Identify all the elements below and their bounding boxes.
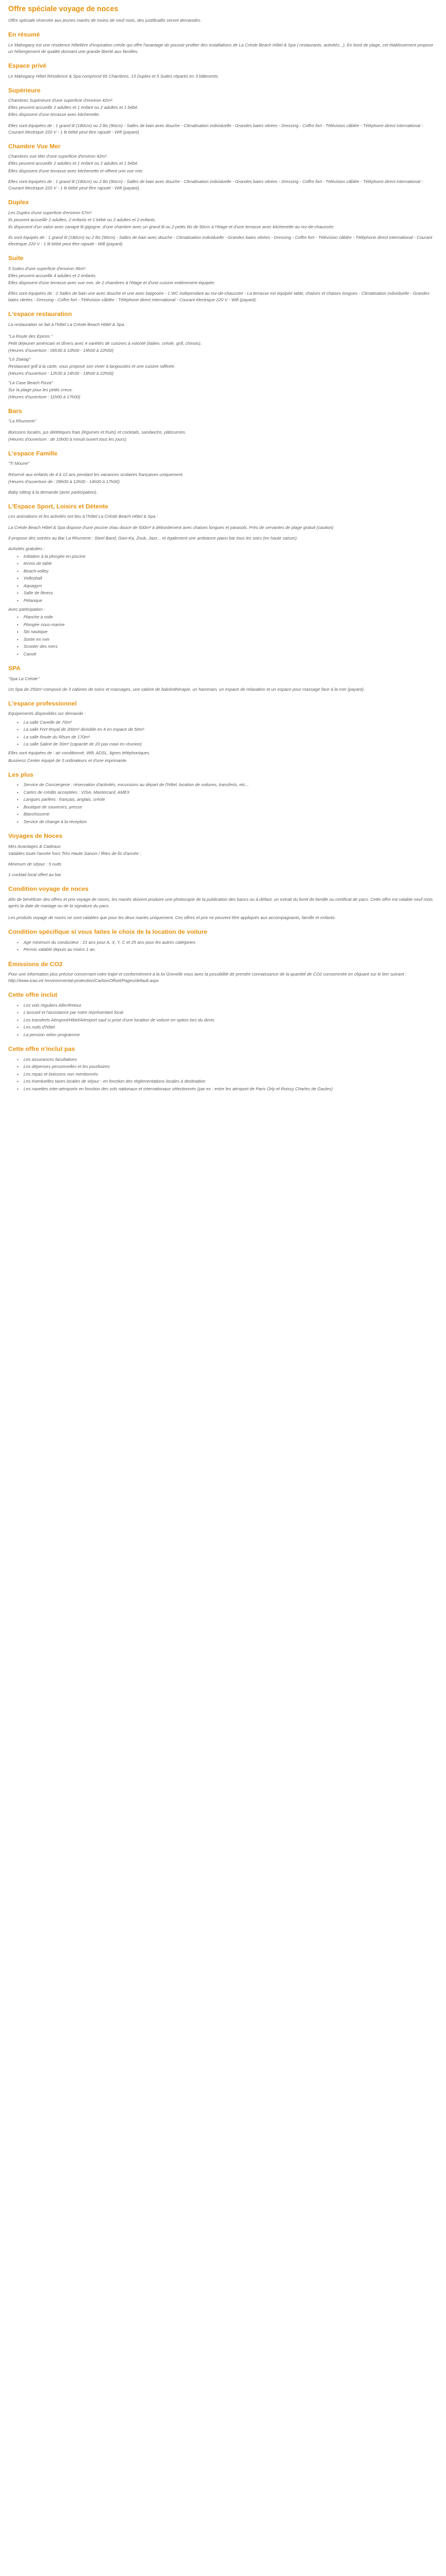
- bar-desc: Boissons locales, jus diététiques frais (légumes et fruits) et cocktails, sandwichs, pâtisseries.: [8, 429, 187, 435]
- espace-prive-paragraph: Le Mahogany Hôtel Résidence & Spa comprend 65 Chambres, 13 Duplex et 5 Suites répartis en 3 bâtiments.: [8, 73, 219, 79]
- restaurant-hours: (Heures d'ouverture : 11h00 à 17h00): [8, 394, 81, 400]
- suite-para-3: Elles disposent d'une terrasse avec vue mer, de 2 chambres à l'étage et d'une cuisine entièrement équipée.: [8, 279, 215, 285]
- section-heading-offre-ninclut-pas: Cette offre n'inclut pas: [8, 1046, 75, 1053]
- kids-club-hours: (Heures d'ouverture de : 09h00 à 12h00 - 14h00 à 17h00): [8, 478, 120, 484]
- activites-payantes-list: [8, 614, 438, 657]
- list-item: • Permis valable depuis au moins 1 an.: [24, 946, 438, 953]
- superieure-para-1: Chambres Supérieure d'une superficie d'environ 42m².: [8, 98, 114, 104]
- restaurant-desc: Petit déjeuner américain et dîners avec 4 variétés de cuisines à volonté (italien, créole, grill, chinois).: [8, 341, 202, 346]
- condition-beneficiaires: Les produits voyage de noces ne sont valables que pour les deux mariés uniquement. Ces offres et prix ne peuvent être appliqués aux accompagnants, famille et enfants.: [8, 914, 336, 920]
- list-item: • Sortie en mer: [24, 636, 438, 643]
- restaurant-hours: (Heures d'ouverture : 12h30 à 14h30 - 19h00 à 22h00): [8, 371, 114, 377]
- section-heading-bars: Bars: [8, 407, 22, 415]
- list-item: • Plongée sous-marine: [24, 621, 438, 628]
- restaurant-name: "La Route des Epices ": [8, 333, 53, 339]
- sport-intro: Les animations et les activités ont lieu à l'hôtel La Créole Beach Hôtel & Spa :: [8, 514, 158, 520]
- kids-club-name: "Ti Moune": [8, 461, 29, 467]
- list-item: • Volleyball: [24, 575, 438, 581]
- section-heading-espace-famille: L'espace Famille: [8, 450, 58, 457]
- list-item: • Les nuits d'hôtel: [24, 1024, 438, 1030]
- pro-business-center: Business Center équipé de 3 ordinateurs et d'une imprimante.: [8, 757, 128, 763]
- condition-voiture-list: [8, 939, 438, 953]
- bar-hours: (Heures d'ouverture : de 10h00 à minuit ouvert tous les jours): [8, 436, 127, 442]
- suite-equipement: Elles sont équipées de : 2 Salles de bain une avec douche et une avec baignoire - 1 WC indépendant au rez-de-chaussée - La terrasse est équipée table, chaises et chaises longues - Climatisation individuelle - Grandes baies vitrées - Dressing - Coffre fort - Télévision câblée - Téléphone direct international - Courant électrique 220 V - Wifi (payant).: [8, 290, 430, 303]
- list-item: • tennis de table: [24, 560, 438, 567]
- vue-mer-para-2: Elles peuvent accueillir 2 adultes et 1 enfant ou 2 adultes et 1 bébé.: [8, 161, 139, 167]
- list-item: • Planche à voile: [24, 614, 438, 620]
- restaurant-route-des-epices: [8, 333, 438, 354]
- list-item: • Ski nautique: [24, 628, 438, 635]
- list-item: • Les assurances facultatives: [24, 1056, 438, 1063]
- section-heading-sport: L'Espace Sport, Loisirs et Détente: [8, 502, 108, 510]
- duplex-para-3: Ils disposent d'un salon avec canapé lit gigogne, d'une chambre avec un grand lit ou 2 petits lits de 90cm à l'étage et d'une terrasse avec kitchenette au rez-de-chaussée.: [8, 224, 335, 229]
- list-item: • La salle Route du Rhum de 170m²: [24, 734, 438, 740]
- list-item: • Salle de fitness: [24, 590, 438, 596]
- list-item: • Age minimum du conducteur : 21 ans pour A, X, Y, C et 25 ans pour les autres catégories: [24, 939, 438, 946]
- section-heading-espace-prive: Espace privé: [8, 62, 46, 69]
- section-heading-condition-voyage: Condition voyage de noces: [8, 886, 89, 893]
- list-item: • L'accueil et l'assistance par notre représentant local: [24, 1009, 438, 1016]
- vue-mer-para-1: Chambres vue Mer d'une superficie d'environ 42m².: [8, 154, 108, 159]
- section-heading-spa: SPA: [8, 665, 21, 673]
- duplex-para-2: Ils peuvent accueillir 2 adultes, 2 enfants et 1 bébé ou 2 adultes et 2 enfants.: [8, 217, 157, 222]
- spa-desc: Un Spa de 250m² composé de 3 cabines de soins et massages, une cabine de balnéothérapie, un hammam, un espace de relaxation et un espace pour massage face à la mer (payant).: [8, 686, 365, 692]
- les-plus-list: [8, 781, 438, 825]
- activites-gratuites-label: Activités gratuites :: [8, 545, 45, 551]
- list-item: • Service de Conciergerie : réservation d'activités, excursions au départ de l'hôtel, location de voitures, transferts, etc...: [24, 781, 438, 788]
- duplex-equipement: Ils sont équipés de : 1 grand lit (180cm) ou 2 lits (90cm) - Salles de bain avec douche - Climatisation individuelle - Grandes baies vitrées - Dressing - Coffre fort - Télévision câblée - Téléphone direct international - Courant électrique 220 V - 1 lit bébé peut être rajouté - Wifi (payant).: [8, 234, 432, 247]
- avec-participation-label: Avec participation :: [8, 607, 45, 613]
- cocktail-offert: 1 cocktail local offert au bar: [8, 872, 61, 877]
- list-item: • Les éventuelles taxes locales de séjour - en fonction des réglementations locales à destination: [24, 1078, 438, 1084]
- list-item: • Les dépenses personnelles et les pourboires: [24, 1063, 438, 1070]
- section-heading-duplex: Duplex: [8, 198, 29, 206]
- condition-justificatifs: Afin de bénéficier des offres et prix voyage de noces, les mariés doivent produire une photocopie de la publication des bancs ou à défaut, un extrait du livret de famille ou certificat de pacs. Cette offre est valable neuf mois après la date de mariage ou de la signature du pacs.: [8, 896, 433, 908]
- restaurant-la-case-beach-pizza: [8, 380, 438, 400]
- offre-ninclut-pas-list: [8, 1056, 438, 1092]
- section-heading-voyages-de-noces: Voyages de Noces: [8, 833, 63, 840]
- minimum-sejour: Minimum de séjour : 5 nuits: [8, 861, 62, 867]
- salles-list: [8, 719, 438, 748]
- section-heading-les-plus: Les plus: [8, 771, 34, 778]
- section-heading-offre-inclut: Cette offre inclut: [8, 991, 58, 999]
- section-heading-restauration: L'espace restauration: [8, 311, 72, 318]
- list-item: • Scooter des mers: [24, 643, 438, 650]
- section-heading-professionnel: L'espace professionnel: [8, 700, 77, 707]
- activites-gratuites-list: [8, 553, 438, 604]
- list-item: • Service de change à la réception: [24, 818, 438, 825]
- pro-intro: Equipements disponibles sur demande :: [8, 711, 86, 717]
- sport-piscine: La Créole Beach Hôtel & Spa dispose d'une piscine chau douce de 500m² à débordement avec chaises longues et parasols. Près de servantes de plage gratuit (caution): [8, 524, 334, 530]
- baby-sitting-note: Baby sitting à la demande (avec participation).: [8, 489, 98, 495]
- list-item: • Les vols réguliers Aller/Retour: [24, 1002, 438, 1009]
- list-item: • Initiation à la plongée en piscine: [24, 553, 438, 560]
- sport-soirees: Il propose des soirées au Bar La Rhumerie : Steel Band, Gwo-Ka, Zouk, Jazz... et également une ambiance piano bar tous les soirs (en haute saison).: [8, 535, 298, 541]
- list-item: • Blanchisserie: [24, 811, 438, 817]
- avantages-label: Mes Avantages & Cadeaux: [8, 843, 61, 849]
- suite-para-1: 5 Suites d'une superficie d'environ 96m².: [8, 265, 87, 271]
- page-title: Offre spéciale voyage de noces: [8, 5, 118, 13]
- spa-name: "Spa La Créole": [8, 675, 39, 681]
- list-item: • Les navettes inter-aéroports en fonction des vols nationaux et internationaux sélectionnés (par ex : entre les aéroport de Paris Orly et Roissy Charles de Gaules): [24, 1086, 438, 1092]
- list-item: • Pétanque: [24, 597, 438, 604]
- list-item: • Langues parlées : français, anglais, créole: [24, 796, 438, 803]
- list-item: • Les transferts Aéroport/Hôtel/Aéroport sauf si prise d'une location de voiture en option lors du devis: [24, 1017, 438, 1023]
- vue-mer-equipement: Elles sont équipées de : 1 grand lit (180cm) ou 2 lits (90cm) - Salles de bain avec douche - Climatisation individuelle - Grandes baies vitrées - Dressing - Coffre fort - Télévision câblée - Téléphone direct international - Courant électrique 220 V - 1 lit bébé peut être rajouté - Wifi (payant).: [8, 178, 423, 191]
- co2-paragraph: Pour une information plus précise concernant votre trajet et conformément à la loi Grenelle vous avez la possibilité de prendre connaissance de la quantité de CO2 consommée en cliquant sur le lien suivant : http://www.icao.int /environmental-protection/CarbonOffset/Pages/default.aspx: [8, 971, 407, 984]
- suite-para-2: Elles peuvent accueillir 4 adultes et 2 enfants.: [8, 272, 96, 278]
- section-heading-resume: En résumé: [8, 31, 40, 39]
- kids-club-desc: Réservé aux enfants de 4 à 12 ans pendant les vacances scolaires françaises uniquement.: [8, 471, 184, 477]
- restaurant-desc: Restaurant grill à la carte, vous propose son vivier à langoustes et une cuisine raffinée.: [8, 364, 176, 370]
- superieure-para-2: Elles peuvent accueillir 2 adultes et 1 enfant ou 2 adultes et 1 bébé.: [8, 105, 139, 111]
- resume-paragraph: Le Mahogany est une résidence hôtelière d'inspiration créole qui offre l'avantage de pouvoir profiter des installations de La Créole Beach Hôtel & Spa ( restaurants, activités...). En bord de plage, cet établissement propose un hébergement de qualité donnant une grande liberté aux familles.: [8, 42, 434, 54]
- section-heading-co2: Émissions de CO2: [8, 960, 63, 968]
- restauration-intro: La restauration se fait à l'hôtel La Créole Beach Hôtel & Spa :: [8, 321, 127, 327]
- restaurant-name: "La Case Beach Pizza": [8, 380, 53, 385]
- offre-inclut-list: [8, 1002, 438, 1038]
- doc-intro: Offre spéciale réservée aux jeunes mariés de moins de neuf mois, des justificatifs seront demandés.: [8, 18, 202, 23]
- section-heading-condition-voiture: Condition spécifique si vous faites le choix de la location de voiture: [8, 928, 208, 936]
- section-heading-chambre-vue-mer: Chambre Vue Mer: [8, 142, 61, 150]
- vue-mer-para-3: Elles disposent d'une terrasse avec kitchenette et offrent une vue mer.: [8, 168, 144, 174]
- restaurant-le-zawag: [8, 356, 438, 377]
- superieure-para-3: Elles disposent d'une terrasse avec kitchenette.: [8, 112, 100, 118]
- section-heading-superieure: Supérieure: [8, 86, 41, 94]
- list-item: • Canoë: [24, 651, 438, 657]
- list-item: • Aquagym: [24, 583, 438, 589]
- list-item: • La salle Fort Royal de 200m² divisible en 4 en espace de 50m²: [24, 726, 438, 733]
- document-page: [0, 0, 446, 1112]
- section-heading-suite: Suite: [8, 255, 24, 262]
- restaurant-hours: (Heures d'ouverture : 06h30 à 10h00 - 19h00 à 22h00): [8, 348, 114, 354]
- validite-note: Valables toute l'année hors Très Haute Saison / fêtes de fin d'année :: [8, 850, 141, 856]
- list-item: • La salle Saline de 30m² (capacité de 20 pax maxi en réunion): [24, 741, 438, 747]
- bar-name: "La Rhumerie": [8, 418, 36, 424]
- list-item: • Boutique de souvenirs, presse: [24, 804, 438, 810]
- list-item: • Les repas et boissons non mentionnés: [24, 1071, 438, 1077]
- list-item: • Cartes de crédits acceptées : VISA, Mastercard, AMEX: [24, 789, 438, 796]
- pro-equipement: Elles sont équipées de : air conditionné, Wifi, ADSL, lignes téléphoniques.: [8, 750, 151, 756]
- restaurant-name: "Le Zawag": [8, 357, 31, 362]
- list-item: • La salle Canelle de 70m²: [24, 719, 438, 725]
- list-item: • Beach-volley: [24, 568, 438, 574]
- list-item: • La pension selon programme: [24, 1031, 438, 1038]
- restaurant-desc: Sur la plage pour les petits creux.: [8, 387, 73, 392]
- superieure-equipement: Elles sont équipées de : 1 grand lit (180cm) ou 2 lits (90cm) - Salles de bain avec douche - Climatisation individuelle - Grandes baies vitrées - Dressing - Coffre fort - Télévision câblée - Téléphone direct international - Courant électrique 220 V - 1 lit bébé peut être rajouté - Wifi (payant).: [8, 122, 423, 135]
- duplex-para-1: Les Duplex d'une superficie d'environ 67m².: [8, 209, 93, 215]
